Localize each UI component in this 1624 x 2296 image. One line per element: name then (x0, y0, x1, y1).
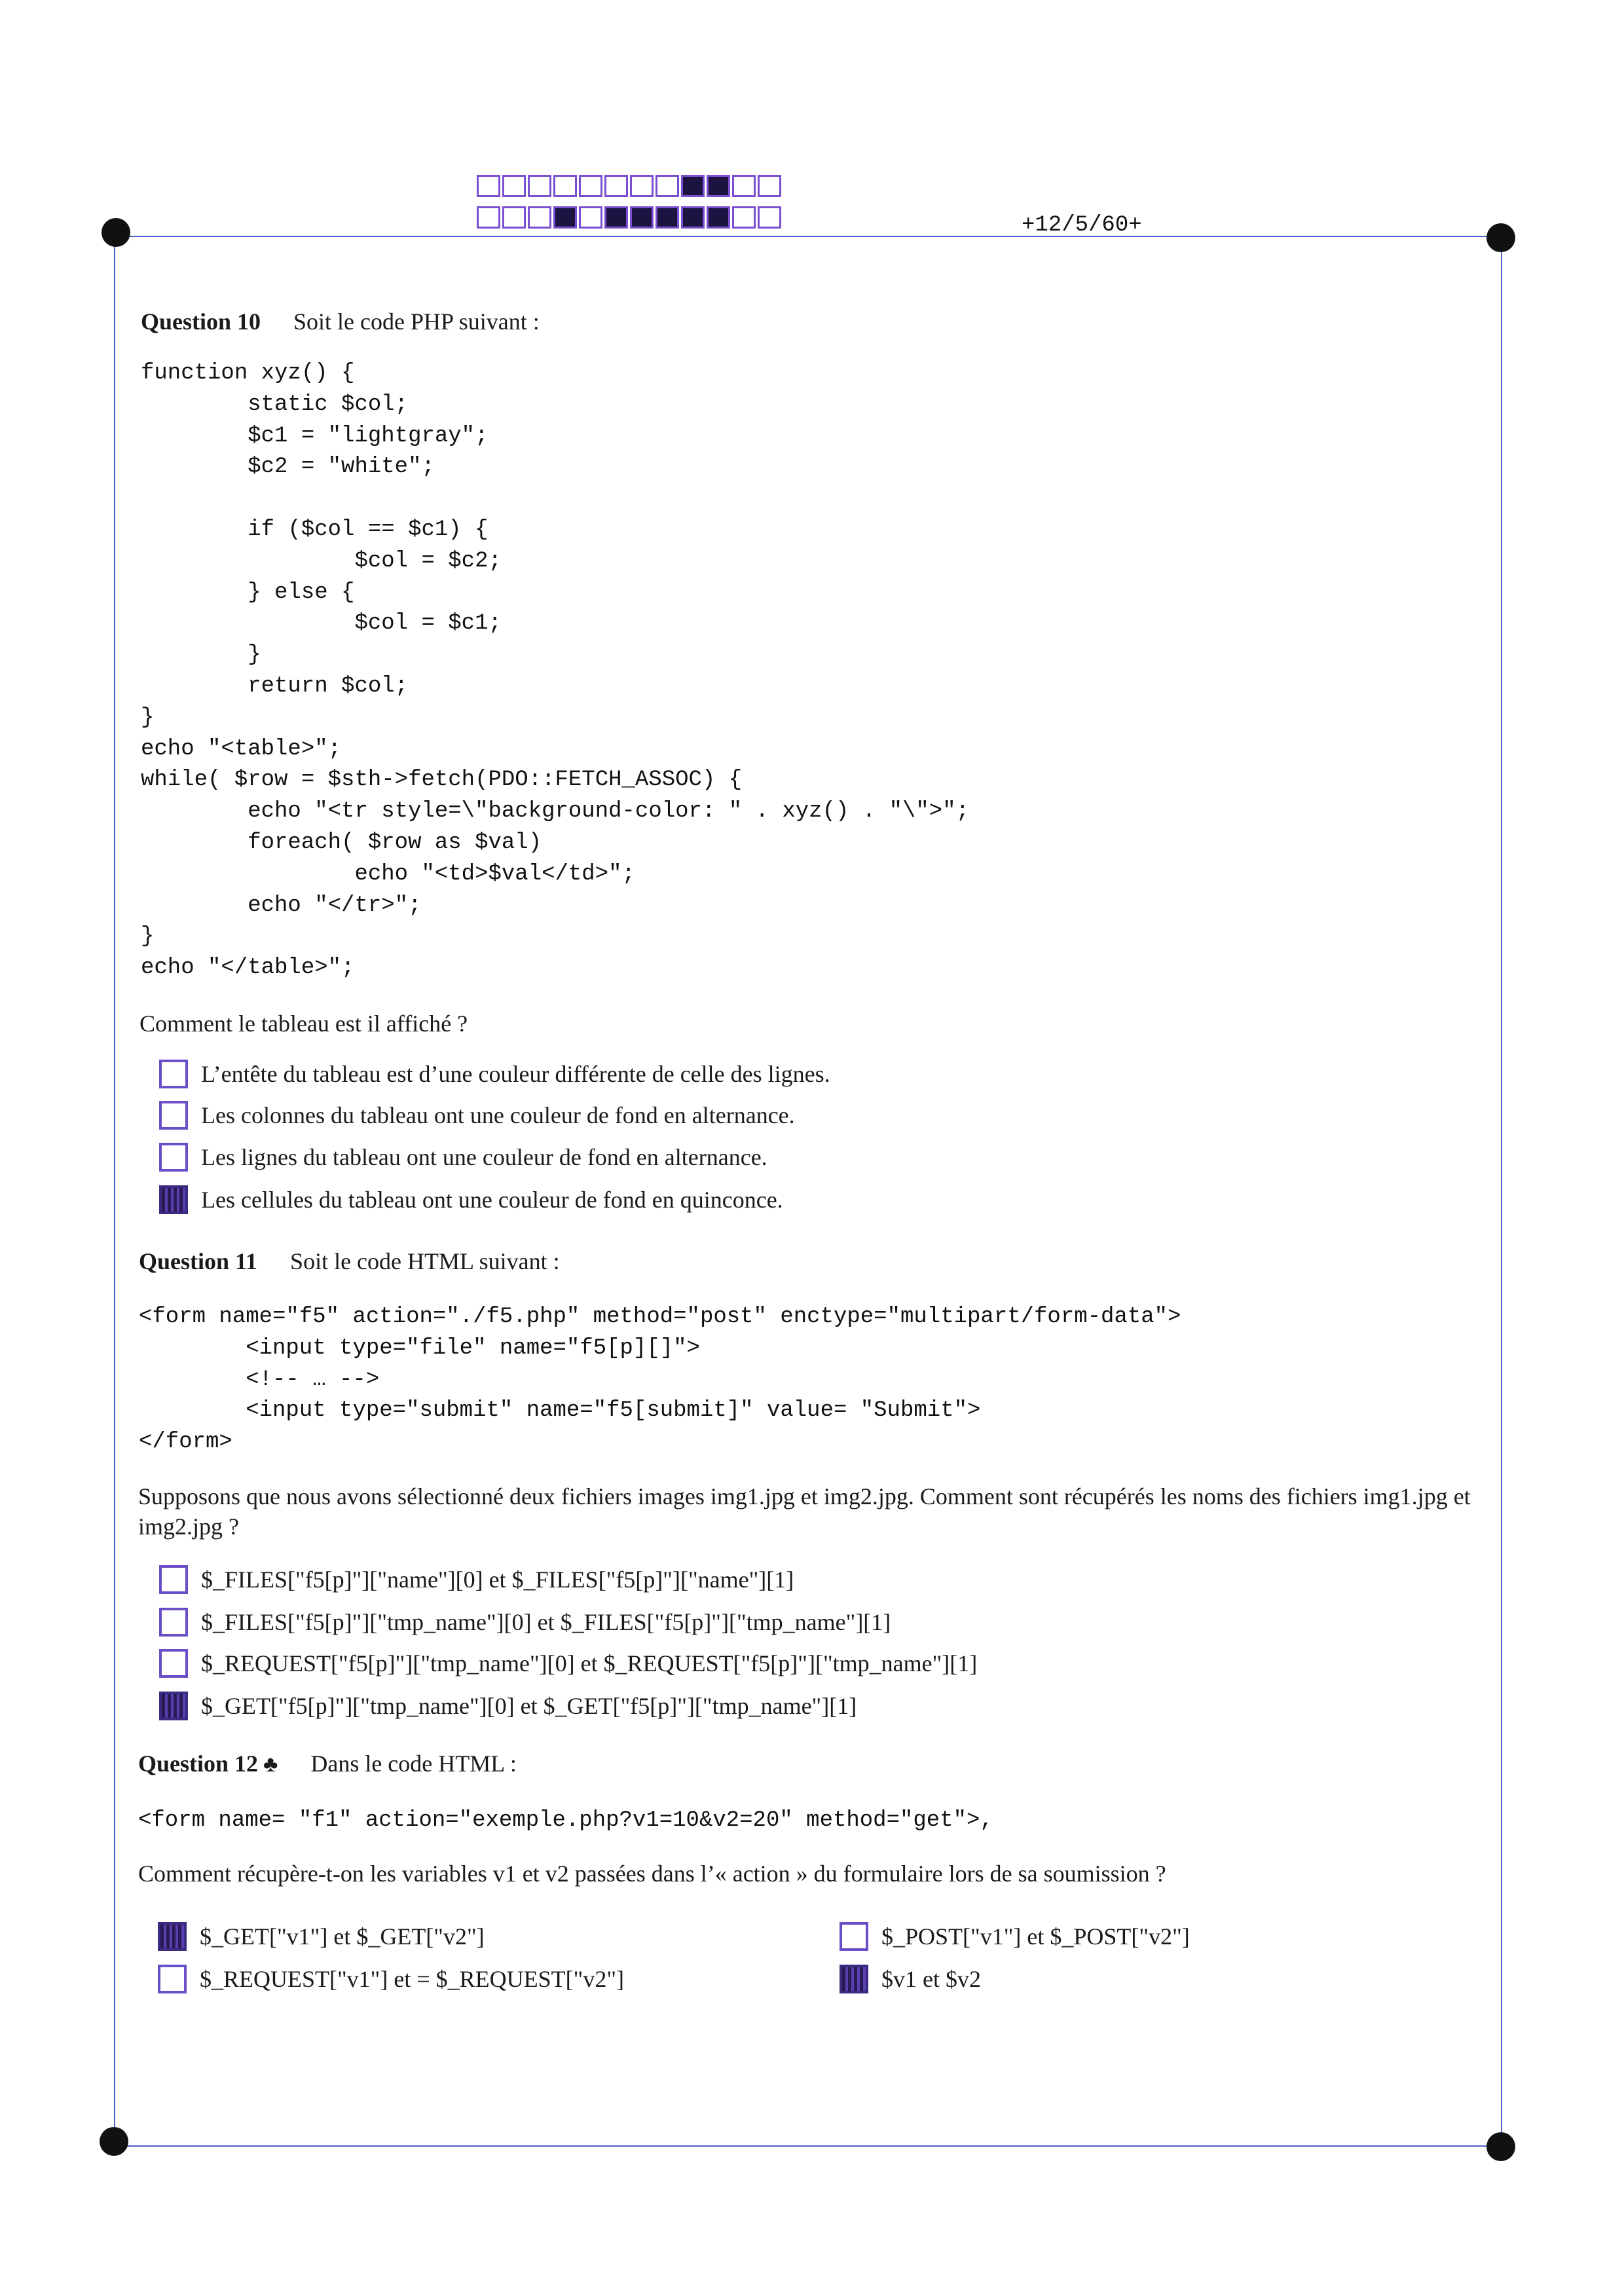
q10-code: function xyz() { static $col; $c1 = "lightgray"; $c2 = "white"; if ($col == $c1) { $col = $c2; } else { $col = $c1; } return $col; } echo "<table>"; while( $row = $sth->fetch(PDO::FETCH_ASSOC) { echo "<tr style=\"background-color: " . xyz() . "\">"; foreach( $row as $val) echo "<td>$val</td>"; echo "</tr>"; } echo "</table>"; (141, 361, 970, 981)
club-icon: ♣ (263, 1752, 278, 1777)
code-bit (655, 206, 679, 229)
q12-choice-2[interactable] (158, 1965, 624, 1993)
code-bit (732, 206, 756, 229)
q11-checkbox-3[interactable] (159, 1649, 188, 1678)
q10-choice-label-1: L’entête du tableau est d’une couleur différente de celle des lignes. (201, 1061, 830, 1087)
q11-choice-label-4: $_GET["f5[p]"]["tmp_name"][0] et $_GET["f5[p]"]["tmp_name"][1] (201, 1693, 857, 1719)
code-bit (758, 175, 781, 197)
code-bit (477, 175, 500, 197)
frame-top (115, 236, 1503, 237)
code-bit (681, 175, 705, 197)
corner-marker-top-left (101, 218, 130, 247)
q10-checkbox-1[interactable] (159, 1060, 188, 1088)
frame-right (1501, 236, 1502, 2145)
code-bit (579, 206, 602, 229)
code-bit (553, 206, 577, 229)
q11-number: Question 11 (139, 1248, 258, 1274)
code-bit (528, 175, 551, 197)
q12-code: <form name= "f1" action="exemple.php?v1=10&v2=20" method="get">, (138, 1808, 993, 1833)
q11-choice-label-1: $_FILES["f5[p]"]["name"][0] et $_FILES["f5[p]"]["name"][1] (201, 1566, 794, 1593)
q12-choice-label-2: $_REQUEST["v1"] et = $_REQUEST["v2"] (200, 1966, 625, 1992)
q10-checkbox-2[interactable] (159, 1101, 188, 1130)
q11-code: <form name="f5" action="./f5.php" method="post" enctype="multipart/form-data"> <input type="file" name="f5[p][]"> <!-- … --> <input type="submit" name="f5[submit]" value= "Submit"> </form> (139, 1305, 1181, 1455)
code-bit (655, 175, 679, 197)
sheet-id: +12/5/60+ (1022, 213, 1142, 238)
code-bit (477, 206, 500, 229)
code-bit (707, 206, 730, 229)
corner-marker-bottom-left (100, 2127, 128, 2156)
q10-choice-label-3: Les lignes du tableau ont une couleur de fond en alternance. (201, 1144, 767, 1170)
code-bit (553, 175, 577, 197)
q11-choice-2[interactable] (159, 1608, 891, 1637)
q10-header (141, 308, 540, 335)
sheet-code-bits-row1 (477, 175, 783, 197)
q10-checkbox-3[interactable] (159, 1143, 188, 1172)
q11-choice-4[interactable] (159, 1692, 857, 1720)
q12-question: Comment récupère-t-on les variables v1 et v2 passées dans l’« action » du formulaire lors de sa soumission ? (138, 1861, 1166, 1887)
code-bit (732, 175, 756, 197)
code-bit (502, 175, 526, 197)
q10-question: Comment le tableau est il affiché ? (139, 1010, 468, 1037)
q12-choice-1[interactable] (158, 1922, 485, 1951)
q11-checkbox-4[interactable] (159, 1692, 188, 1720)
code-bit (758, 206, 781, 229)
q11-intro: Soit le code HTML suivant : (290, 1248, 560, 1274)
q12-choice-4[interactable] (840, 1965, 981, 1993)
q12-choice-label-3: $_POST["v1"] et $_POST["v2"] (881, 1923, 1190, 1950)
frame-bottom (115, 2145, 1503, 2147)
q12-checkbox-3[interactable] (840, 1922, 868, 1951)
q10-choice-3[interactable] (159, 1143, 767, 1172)
q10-choice-1[interactable] (159, 1060, 830, 1088)
code-bit (707, 175, 730, 197)
code-bit (528, 206, 551, 229)
code-bit (681, 206, 705, 229)
q12-number: Question 12 ♣ (138, 1750, 278, 1777)
corner-marker-bottom-right (1486, 2132, 1515, 2161)
q12-intro: Dans le code HTML : (310, 1750, 517, 1777)
q10-choice-label-4: Les cellules du tableau ont une couleur de fond en quinconce. (201, 1187, 783, 1213)
q10-choice-2[interactable] (159, 1101, 795, 1130)
q11-header (139, 1248, 560, 1275)
sheet-code-bits-row2 (477, 206, 783, 229)
q11-choice-label-3: $_REQUEST["f5[p]"]["tmp_name"][0] et $_REQUEST["f5[p]"]["tmp_name"][1] (201, 1650, 978, 1676)
code-bit (579, 175, 602, 197)
q12-choice-label-4: $v1 et $v2 (881, 1966, 981, 1992)
code-bit (630, 175, 654, 197)
q12-header (138, 1750, 517, 1777)
q10-choice-label-2: Les colonnes du tableau ont une couleur de fond en alternance. (201, 1102, 795, 1128)
q12-checkbox-4[interactable] (840, 1965, 868, 1993)
q11-question: Supposons que nous avons sélectionné deux fichiers images img1.jpg et img2.jpg. Comment sont récupérés les noms des fichiers img1.jpg et img2.jpg ? (138, 1483, 1471, 1540)
corner-marker-top-right (1486, 223, 1515, 252)
code-bit (630, 206, 654, 229)
q11-checkbox-2[interactable] (159, 1608, 188, 1637)
q11-choice-3[interactable] (159, 1649, 977, 1678)
q10-choice-4[interactable] (159, 1185, 783, 1214)
q12-choice-label-1: $_GET["v1"] et $_GET["v2"] (200, 1923, 485, 1950)
q10-number: Question 10 (141, 308, 261, 335)
q12-choice-3[interactable] (840, 1922, 1190, 1951)
frame-left (114, 236, 115, 2145)
code-bit (604, 175, 628, 197)
q12-checkbox-2[interactable] (158, 1965, 187, 1993)
q12-checkbox-1[interactable] (158, 1922, 187, 1951)
q10-intro: Soit le code PHP suivant : (293, 308, 540, 335)
code-bit (604, 206, 628, 229)
q10-checkbox-4[interactable] (159, 1185, 188, 1214)
q11-choice-1[interactable] (159, 1565, 794, 1594)
code-bit (502, 206, 526, 229)
q11-choice-label-2: $_FILES["f5[p]"]["tmp_name"][0] et $_FILES["f5[p]"]["tmp_name"][1] (201, 1609, 891, 1635)
q11-checkbox-1[interactable] (159, 1565, 188, 1594)
